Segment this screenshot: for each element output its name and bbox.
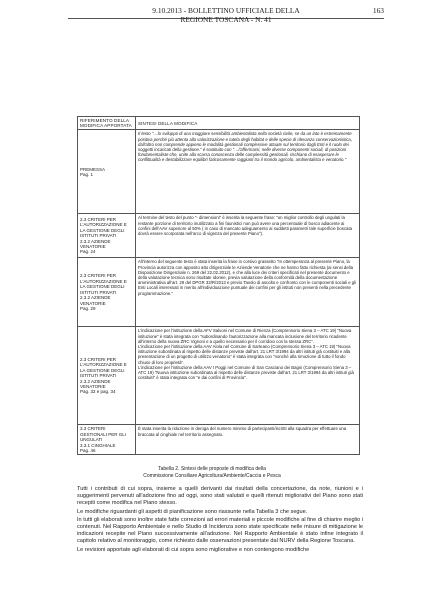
row-reference: 2.3 CRITERI PER L'AUTORIZZAZIONE E LA GESTIONE DEGLI ISTITUTI PRIVATI 2.3.2 AZIENDE VENATORIE Pag. 29 (78, 258, 136, 327)
caption-line-2: Commissione Consiliare Agricoltura/Ambiente/Caccia e Pesca (143, 472, 281, 479)
paragraph: Le modifiche riguardanti gli aspetti di pianificazione sono riassunte nella Tabella 3 che segue. (77, 508, 308, 515)
table-row (78, 214, 360, 258)
paragraph: Tutti i contributi di cui sopra, insieme a quelli derivanti dai risultati della concertazione, da note, riunioni e i suggerimenti pervenuti all'adozione fino ad oggi, sono stati valutati e quelli ritenuti migliorativi del Piano sono stati recepiti come modifica nel Piano stesso. (77, 486, 363, 507)
col-header-reference: RIFERIMENTO DELLA MODIFICA APPORTATA (78, 117, 136, 130)
body-text (77, 486, 363, 555)
page-number: 163 (372, 6, 384, 15)
row-summary: Il testo "…lo sviluppo di una maggiore sensibilità ambientalista nella società civile, se da un lato è estremamente positiva perché più attenta alla valorizzazione e tutela degli habitat e delle specie di rilevanza conservazionistica, dall'altro non comprende appieno le modalità gestionali complessive attuate sul territorio dagli Enti e il ruolo dei soggetti incaricati della gestione." è sostituito con "…l'affermarsi, nelle diverse componenti sociali, di posizioni fondamentaliste che, unite alla scarsa conoscenza delle complessità gestionali, rischiano di esasperare le conflittualità e destabilizzare equilibri faticosamente raggiunti tra il mondo agricolo, ambientalista e venatorio." (136, 130, 360, 214)
paragraph: In tutti gli elaborati sono inoltre state fatte correzioni ad errori materiali e piccole modifiche al fine di chiarire meglio i contenuti. Nel Rapporto Ambientale e nello Studio di Incidenza sono state specificate nelle misure di mitigazione le indicazioni recepite nel Piano successivamente all'adozione. Nel Rapporto Ambientale è stato infine integrato il capitolo relativo al monitoraggio, come richiesto dalle osservazioni presentate dal NURV della Regione Toscana. (77, 517, 363, 545)
row-reference: PREMESSA Pag. 1 (78, 130, 136, 214)
modifications-table (77, 116, 360, 455)
row-reference: 2.3 CRITERI PER L'AUTORIZZAZIONE E LA GESTIONE DEGLI ISTITUTI PRIVATI 2.3.2 AZIENDE VENATORIE Pag. 24 (78, 214, 136, 258)
row-summary: L'indicazione per l'istituzione della AFV Salvoni nel Comune di Rienza (Comprensorio Siena 3 – ATC 19) "Nuova istituzione" è stata integrata con "subordinando l'autorizzazione alla mancata inclusione del territorio ricadente all'interno della nuova ZRC Vignoni e a quello necessario per il corridoio con la stessa ZRC". L'indicazione per l'istituzione della AAV Alola nel Comune di Sarteano (Comprensorio Siena 3 – ATC 19) "Nuova istituzione subordinata al rispetto delle distanze previste dall'art. 21 LRT 3/1994 da altri istituti già costituiti e alla presentazione di un progetto di utilizzo venatorio" è stata integrata con "nonché alla rimozione di tutto il fondo chiuso di loro proprietà". L'indicazione per l'istituzione della AAV I Poggi nel Comune di San Casciano dei Bagni (Comprensorio Siena 3 – ATC 19) "Nuova istituzione subordinata al rispetto delle distanze previste dall'art. 21 LRT 3/1994 da altri istituti già costituiti" è stata integrata con "e dai confini di Provincia". (136, 327, 360, 425)
row-summary: È stata inserita la riduzione in deroga del numero minimo di partecipanti/iscritti alla squadra per effettuare una braccata al cinghiale nel territorio assegnato. (136, 425, 360, 455)
caption-line-1: Tabella 2. Sintesi delle proposte di modifica della (158, 466, 266, 472)
row-summary: All'interno del seguente testo è stata inserita la frase in corsivo grassetto "In ottemperanza al presente Piano, la Provincia autorizza con apposito atto dirigenziale le Aziende Venatorie che ne hanno fatto richiesta (ai sensi della Disposizione Dirigenziale n. 269 del 22.02.2012), e che alla luce dei criteri specificati nel presente documento e della valutazione tecnica sono risultate idonee, previa valutazione della conformità della documentazione amministrativa all'art. 29 del DPGR 33/R/2013 e previo Tavolo di ascolto e confronto con le componenti sociali e gli Enti Locali interessati in merito all'individuazione puntuale dei confini per gli istituti non presenti nella precedente programmazione." (136, 258, 360, 327)
row-reference: 2.3 CRITERI PER L'AUTORIZZAZIONE E LA GESTIONE DEGLI ISTITUTI PRIVATI 2.3.2 AZIENDE VENATORIE Pag. 32 e pag. 34 (78, 327, 136, 425)
table-header-row (78, 117, 360, 130)
row-reference: 3.3 CRITERI GESTIONALI PER GLI UNGULATI 3.3.1 CINGHIALE Pag. 46 (78, 425, 136, 455)
page-header (68, 6, 384, 24)
table-caption (0, 466, 424, 479)
row-summary: Al termine del testo del punto "- dimensioni" è inserita la seguente frase: "un miglior controllo degli ungulati la restante porzione di territorio inutilizzato a fini faunistici non può avere una percentuale di bosco adiacente ai confini dell'AAV superiore al 50% ( in caso di mancato adeguamento ai suddetti parametri tale superficie boscata dovrà essere scorporata nell'arco di vigenza del presente Piano"). (136, 214, 360, 258)
paragraph: Le revisioni apportate agli elaborati di cui sopra sono migliorative e non contengono modifiche (77, 546, 310, 553)
table-row (78, 130, 360, 214)
col-header-summary: SINTESI DELLA MODIFICA (136, 117, 360, 130)
table-row (78, 258, 360, 327)
table-row (78, 425, 360, 455)
table-row (78, 327, 360, 425)
bulletin-title: 9.10.2013 - BOLLETTINO UFFICIALE DELLA REGIONE TOSCANA - N. 41 (152, 6, 300, 24)
